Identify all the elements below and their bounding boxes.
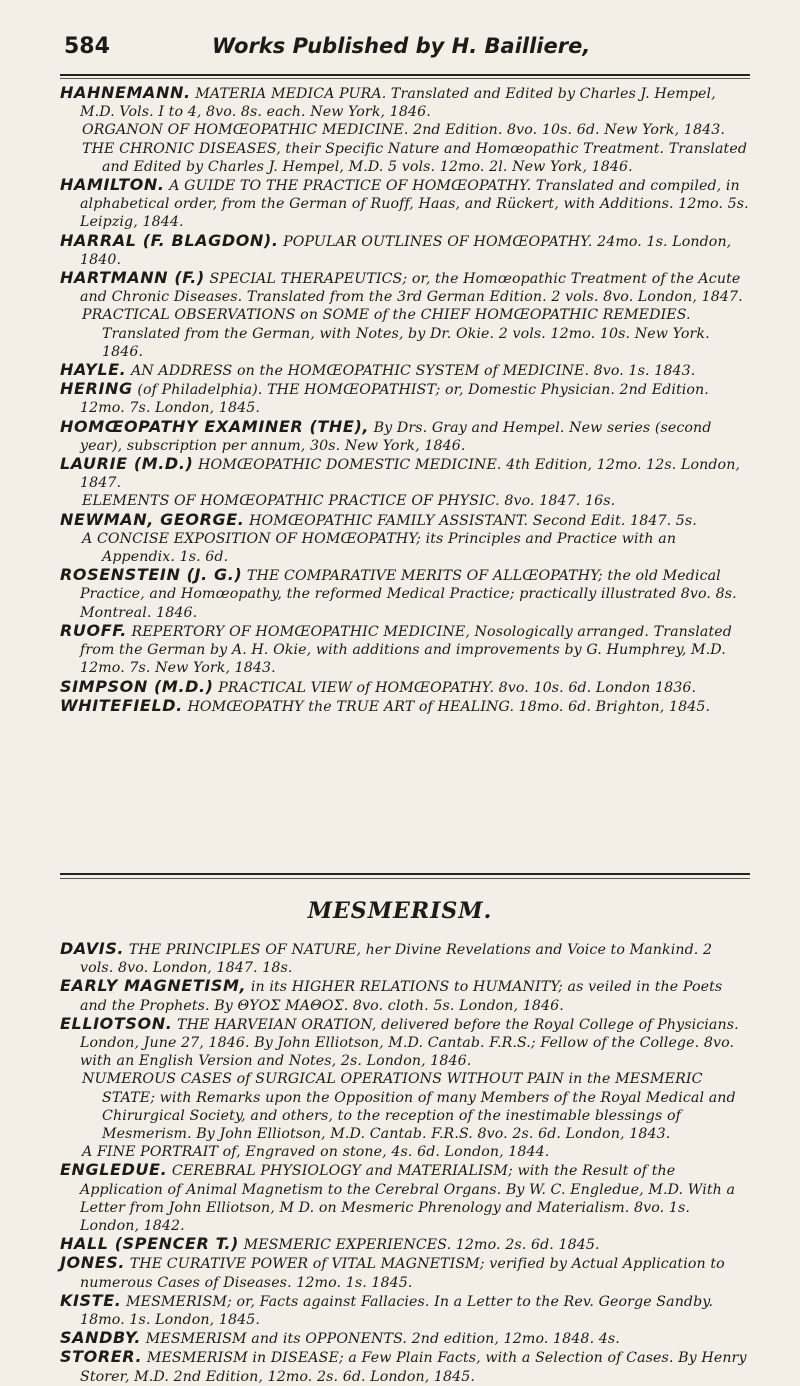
entry-text: ELEMENTS OF HOMŒOPATHIC PRACTICE OF PHYSIC. 8vo. 1847. 16s. [82,493,616,510]
author-name: LAURIE (M.D.) [60,454,194,474]
catalog-entry [60,1328,750,1348]
author-name: RUOFF. [60,620,127,640]
author-name: SANDBY. [60,1328,142,1348]
header-rule-thin [60,78,750,79]
entry-text: By Drs. Gray and Hempel. New series (second year), subscription per annum, 30s. New York, 1846. [80,419,712,454]
author-name: NEWMAN, GEORGE. [60,509,245,529]
catalog-entry [60,1347,750,1385]
catalog-entry [60,939,750,977]
author-name: ELLIOTSON. [60,1013,173,1033]
entry-text: A FINE PORTRAIT of, Engraved on stone, 4s. 6d. London, 1844. [82,1144,550,1161]
author-name: HAHNEMANN. [60,83,191,102]
entry-text: PRACTICAL OBSERVATIONS on SOME of the CHIEF HOMŒOPATHIC REMEDIES. Translated from the German, with Notes, by Dr. Okie. 2 vols. 12mo. 10s. New York. 1846. [82,307,710,360]
entry-text: THE CURATIVE POWER of VITAL MAGNETISM; verified by Actual Application to numerous Cases of Diseases. 12mo. 1s. 1845. [80,1256,725,1291]
entry-text: (of Philadelphia). THE HOMŒOPATHIST; or, Domestic Physician. 2nd Edition. 12mo. 7s. London, 1845. [80,382,709,417]
entry-text: MESMERIC EXPERIENCES. 12mo. 2s. 6d. 1845. [243,1237,600,1254]
author-name: DAVIS. [60,939,125,958]
catalog-entry [82,140,750,176]
author-name: WHITEFIELD. [60,695,183,715]
author-name: HOMŒOPATHY EXAMINER (THE), [60,416,370,436]
catalog-entry [60,416,750,455]
entry-text: ORGANON OF HOMŒOPATHIC MEDICINE. 2nd Edition. 8vo. 10s. 6d. New York, 1843. [82,122,725,139]
entry-text: HOMŒOPATHIC FAMILY ASSISTANT. Second Edit. 1847. 5s. [249,512,697,529]
page-header [64,34,740,64]
header-rule [60,74,750,76]
catalog-entry [82,1070,750,1143]
entry-text: HOMŒOPATHIC DOMESTIC MEDICINE. 4th Edition, 12mo. 12s. London, 1847. [80,457,741,492]
entry-text: THE HARVEIAN ORATION, delivered before the Royal College of Physicians. London, June 27, 1846. By John Elliotson, M.D. Cantab. F.R.S.; Fellow of the College. 8vo. with an English Version and Notes, 2s. London, 1846. [80,1016,739,1070]
section-heading-mesmerism: MESMERISM. [307,898,493,924]
entry-text: NUMEROUS CASES of SURGICAL OPERATIONS WITHOUT PAIN in the MESMERIC STATE; with Remarks upon the Opposition of many Members of the Royal Medical and Chirurgical Society, and others, to the reception of the inestimable blessings of Mesmerism. By John Elliotson, M.D. Cantab. F.R.S. 8vo. 2s. 6d. London, 1843. [82,1071,736,1143]
catalog-entry [60,1160,750,1235]
running-title: Works Published by H. Bailliere, [212,34,591,58]
entry-text: THE COMPARATIVE MERITS OF ALLŒOPATHY; the old Medical Practice, and Homœopathy, the reformed Medical Practice; practically illustrated 8vo. 8s. Montreal. 1846. [80,568,737,621]
author-name: KISTE. [60,1290,122,1310]
entry-text: A GUIDE TO THE PRACTICE OF HOMŒOPATHY. Translated and compiled, in alphabetical order, from the German of Ruoff, Haas, and Rückert, with Additions. 12mo. 5s. Leipzig, 1844. [80,178,749,231]
catalog-entry [60,230,750,269]
entry-text: A CONCISE EXPOSITION OF HOMŒOPATHY; its Principles and Practice with an Appendix. 1s. 6d. [82,530,677,566]
catalog-entry [60,976,750,1014]
author-name: ROSENSTEIN (J. G.) [60,565,243,585]
author-name: STORER. [60,1347,143,1367]
catalog-entry [60,360,750,380]
entry-text: MESMERISM; or, Facts against Fallacies. In a Letter to the Rev. George Sandby. 18mo. 1s. London, 1845. [80,1293,714,1329]
author-name: HALL (SPENCER T.) [60,1234,239,1254]
entry-text: SPECIAL THERAPEUTICS; or, the Homœopathic Treatment of the Acute and Chronic Diseases. Translated from the 3rd German Edition. 2 vols. 8vo. London, 1847. [80,271,743,306]
catalog-entry [60,1013,750,1071]
homeopathy-section [60,84,750,716]
catalog-entry [60,509,750,530]
catalog-entry [82,492,750,510]
catalog-entry [60,695,750,716]
entry-text: HOMŒOPATHY the TRUE ART of HEALING. 18mo. 6d. Brighton, 1845. [187,698,711,715]
section-rule-thin [60,878,750,879]
author-name: SIMPSON (M.D.) [60,676,214,696]
author-name: JONES. [60,1253,126,1273]
catalog-entry [60,454,750,492]
entry-text: CEREBRAL PHYSIOLOGY and MATERIALISM; with the Result of the Application of Animal Magnetism to the Cerebral Organs. By W. C. Engledue, M.D. With a Letter from John Elliotson, M D. on Mesmeric Phrenology and Materialism. 8vo. 1s. London, 1842. [80,1163,736,1235]
catalog-entry [60,565,750,622]
catalog-entry [60,1253,750,1291]
page-number: 584 [64,34,110,59]
catalog-entry [60,268,750,306]
author-name: HAYLE. [60,360,127,380]
catalog-entry [60,1234,750,1254]
entry-text: MESMERISM in DISEASE; a Few Plain Facts, with a Selection of Cases. By Henry Storer, M.D. 2nd Edition, 12mo. 2s. 6d. London, 1845. [80,1350,747,1385]
author-name: HARRAL (F. BLAGDON). [60,230,279,250]
catalog-entry [82,121,750,139]
catalog-entry [82,306,750,361]
entry-text: MATERIA MEDICA PURA. Translated and Edited by Charles J. Hempel, M.D. Vols. I to 4, 8vo. 8s. each. New York, 1846. [80,86,716,121]
catalog-entry [60,379,750,417]
catalog-entry [82,1143,750,1161]
entry-text: in its HIGHER RELATIONS to HUMANITY; as veiled in the Poets and the Prophets. By ΘΥΟΣ ΜΑΘΟΣ. 8vo. cloth. 5s. London, 1846. [80,979,723,1014]
mesmerism-section [60,940,750,1386]
author-name: HAMILTON. [60,175,165,195]
entry-text: AN ADDRESS on the HOMŒOPATHIC SYSTEM of MEDICINE. 8vo. 1s. 1843. [130,363,696,380]
entry-text: REPERTORY OF HOMŒOPATHIC MEDICINE, Nosologically arranged. Translated from the German by A. H. Okie, with additions and improvements by G. Humphrey, M.D. 12mo. 7s. New York, 1843. [80,623,732,677]
entry-text: MESMERISM and its OPPONENTS. 2nd edition, 12mo. 1848. 4s. [145,1331,620,1348]
catalog-entry [60,83,750,121]
catalog-entry [60,1290,750,1329]
entry-text: THE PRINCIPLES OF NATURE, her Divine Revelations and Voice to Mankind. 2 vols. 8vo. London, 1847. 18s. [80,942,713,977]
catalog-entry [60,620,750,678]
entry-text: THE CHRONIC DISEASES, their Specific Nature and Homœopathic Treatment. Translated and Edited by Charles J. Hempel, M.D. 5 vols. 12mo. 2l. New York, 1846. [82,140,748,175]
catalog-entry [60,676,750,697]
section-rule [60,873,750,875]
author-name: ENGLEDUE. [60,1160,168,1180]
author-name: EARLY MAGNETISM, [60,976,247,996]
author-name: HARTMANN (F.) [60,268,205,288]
author-name: HERING [60,379,133,399]
entry-text: PRACTICAL VIEW of HOMŒOPATHY. 8vo. 10s. 6d. London 1836. [218,679,697,696]
catalog-entry [82,530,750,566]
catalog-entry [60,175,750,232]
entry-text: POPULAR OUTLINES OF HOMŒOPATHY. 24mo. 1s. London, 1840. [80,233,732,268]
